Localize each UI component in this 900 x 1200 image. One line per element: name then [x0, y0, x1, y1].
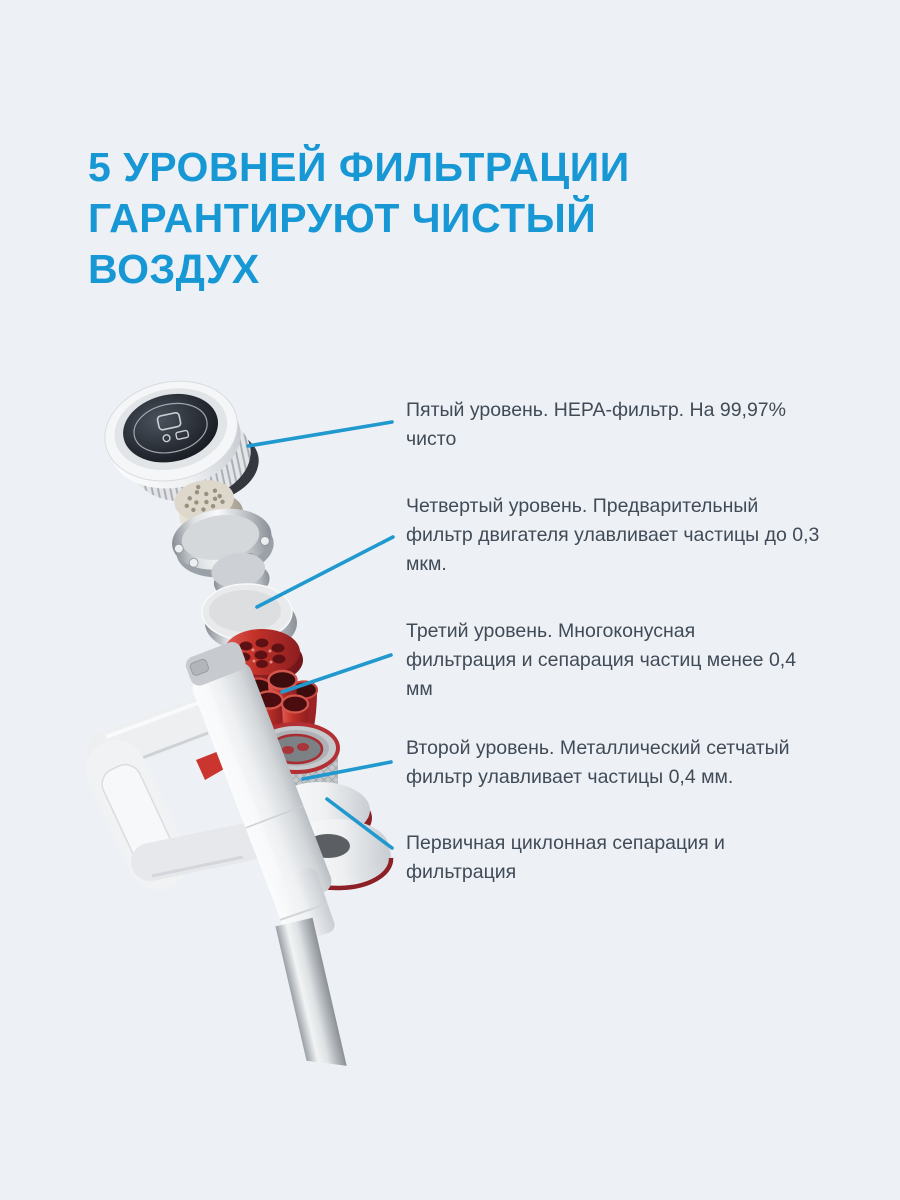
callout-text-line: Третий уровень. Многоконусная [406, 620, 696, 642]
callout-text-line: Пятый уровень. HEPA-фильтр. На 99,97% [406, 399, 786, 421]
callout-level-1 [406, 829, 886, 887]
callout-level-2 [406, 734, 886, 792]
title-line-2: ГАРАНТИРУЮТ ЧИСТЫЙ [88, 195, 597, 241]
callout-line-cyclone [282, 655, 391, 692]
callout-level-5 [406, 396, 886, 454]
title-line-3: ВОЗДУХ [88, 246, 260, 292]
callout-text-line: мм [406, 678, 433, 700]
callout-text-line: Первичная циклонная сепарация и [406, 832, 725, 854]
callout-line-hepa [248, 422, 392, 446]
callout-line-base [327, 799, 392, 848]
callout-text-line: Четвертый уровень. Предварительный [406, 495, 759, 517]
callout-text-line: фильтр улавливает частицы 0,4 мм. [406, 766, 734, 788]
callout-text-line: чисто [406, 428, 457, 450]
callout-text-line: фильтрация и сепарация частиц менее 0,4 [406, 649, 797, 671]
callout-text-line: фильтр двигателя улавливает частицы до 0,3 [406, 524, 820, 546]
title-line-1: 5 УРОВНЕЙ ФИЛЬТРАЦИИ [88, 144, 630, 190]
callout-text-line: фильтрация [406, 861, 517, 883]
callout-level-3 [406, 617, 886, 704]
callout-text-line: Второй уровень. Металлический сетчатый [406, 737, 790, 759]
callout-text-line: мкм. [406, 553, 447, 575]
callout-line-pre-filter [257, 537, 393, 607]
callout-line-mesh [303, 762, 391, 779]
callout-level-4 [406, 492, 886, 579]
